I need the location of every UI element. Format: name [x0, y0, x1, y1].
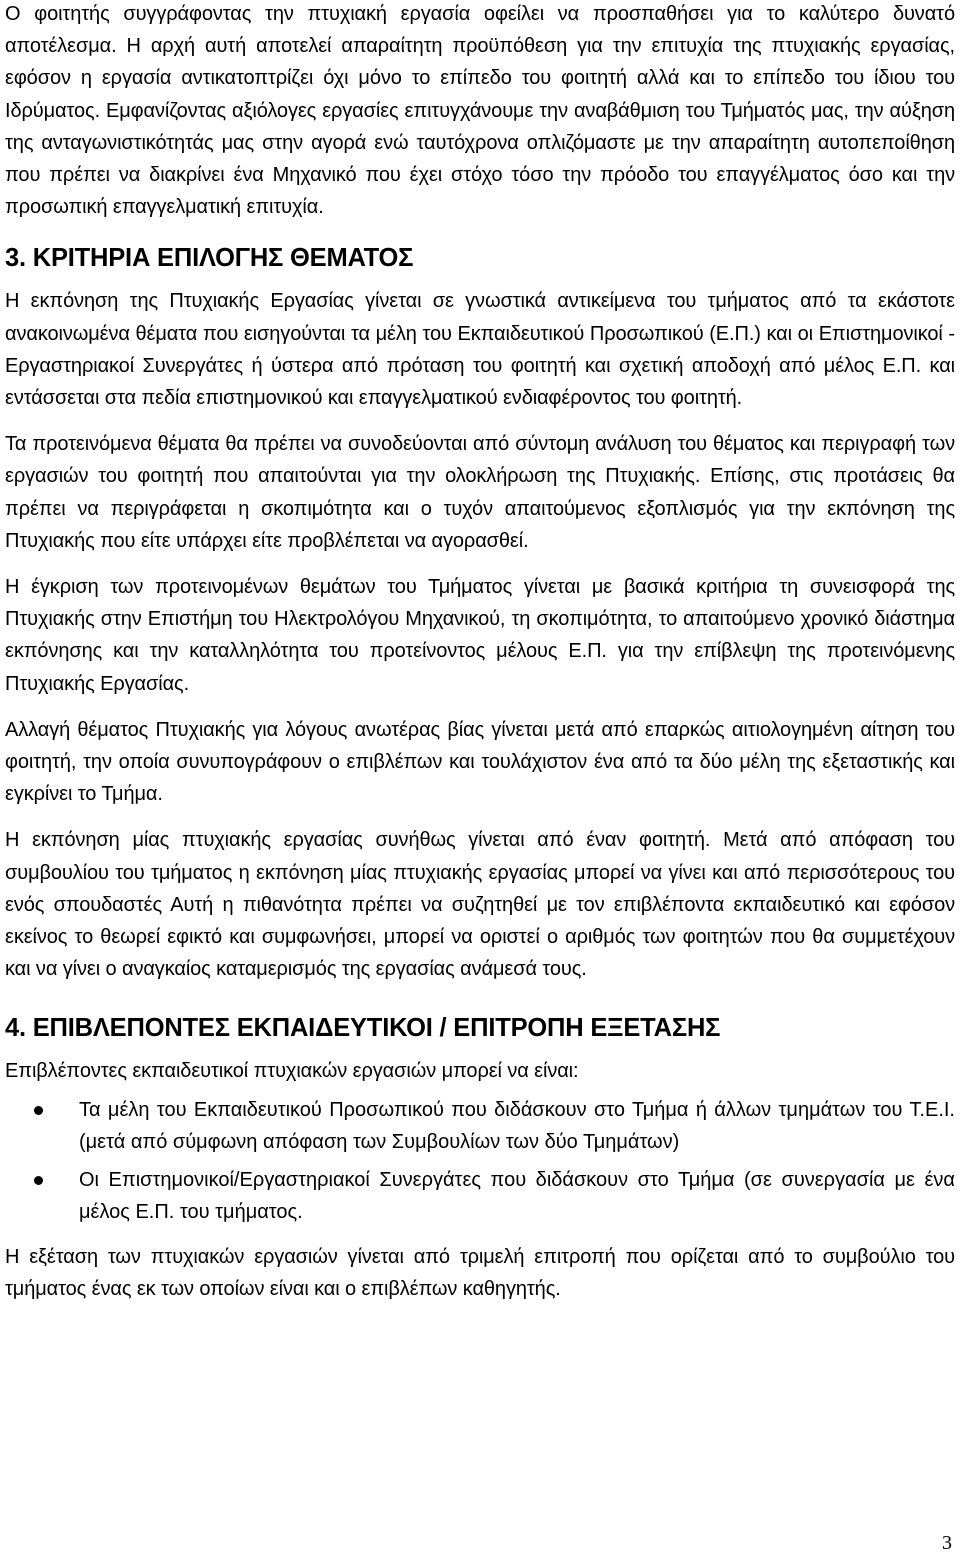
section-3-paragraph-2: Τα προτεινόμενα θέματα θα πρέπει να συνοδεύονται από σύντομη ανάλυση του θέματος και περιγραφή των εργασιών του φοιτητή που απαιτούνται για την ολοκλήρωση της Πτυχιακής. Επίσης, στις προτάσεις θα πρέπει να περιγράφεται η σκοπιμότητα και ο τυχόν απαιτούμενος εξοπλισμός για την εκπόνηση της Πτυχιακής που είτε υπάρχει είτε προβλέπεται να αγορασθεί. — [5, 433, 955, 552]
section-3-paragraph-3: Η έγκριση των προτεινομένων θεμάτων του Τμήματος γίνεται με βασικά κριτήρια τη συνεισφορά της Πτυχιακής στην Επιστήμη του Ηλεκτρολόγου Μηχανικού, τη σκοπιμότητα, το απαιτούμενο χρονικό διάστημα εκπόνησης και την καταλληλότητα του προτείνοντος μέλους Ε.Π. για την επίβλεψη της προτεινόμενης Πτυχιακής Εργασίας. — [5, 576, 955, 695]
list-item-text: Οι Επιστημονικοί/Εργαστηριακοί Συνεργάτες που διδάσκουν στο Τμήμα (σε συνεργασία με ένα μέλος Ε.Π. του τμήματος. — [79, 1169, 955, 1224]
list-item-text: Τα μέλη του Εκπαιδευτικού Προσωπικού που διδάσκουν στο Τμήμα ή άλλων τμημάτων του Τ.Ε.Ι. (μετά από σύμφωνη απόφαση των Συμβουλίων των δύο Τμημάτων) — [79, 1098, 955, 1153]
document-page — [5, 0, 955, 1305]
section-3-heading: 3. ΚΡΙΤΗΡΙΑ ΕΠΙΛΟΓΗΣ ΘΕΜΑΤΟΣ — [5, 244, 414, 273]
section-4-final-paragraph: Η εξέταση των πτυχιακών εργασιών γίνεται από τριμελή επιτροπή που ορίζεται από το συμβούλιο του τμήματος ένας εκ των οποίων είναι και ο επιβλέπων καθηγητής. — [5, 1245, 955, 1300]
list-item — [5, 1094, 955, 1158]
bullet-icon — [34, 1176, 43, 1185]
supervisor-list — [5, 1094, 955, 1229]
section-4-heading: 4. ΕΠΙΒΛΕΠΟΝΤΕΣ ΕΚΠΑΙΔΕΥΤΙΚΟΙ / ΕΠΙΤΡΟΠΗ ΕΞΕΤΑΣΗΣ — [5, 1014, 721, 1043]
section-3-paragraph-5: Η εκπόνηση μίας πτυχιακής εργασίας συνήθως γίνεται από έναν φοιτητή. Μετά από απόφαση του συμβουλίου του τμήματος η εκπόνηση μίας πτυχιακής εργασίας μπορεί να γίνει και από περισσότερους του ενός σπουδαστές Αυτή η πιθανότητα πρέπει να συζητηθεί με τον επιβλέποντα εκπαιδευτικό και εφόσον εκείνος το θεωρεί εφικτό και συμφωνήσει, μπορεί να οριστεί ο αριθμός των φοιτητών που θα συμμετέχουν και να γίνει ο αναγκαίος καταμερισμός της εργασίας ανάμεσά τους. — [5, 829, 955, 981]
section-3-paragraph-4: Αλλαγή θέματος Πτυχιακής για λόγους ανωτέρας βίας γίνεται μετά από επαρκώς αιτιολογημένη αίτηση του φοιτητή, την οποία συνυπογράφουν ο επιβλέπων και τουλάχιστον ένα από τα δύο μέλη της εξεταστικής και εγκρίνει το Τμήμα. — [5, 718, 955, 806]
intro-paragraph: Ο φοιτητής συγγράφοντας την πτυχιακή εργασία οφείλει να προσπαθήσει για το καλύτερο δυνατό αποτέλεσμα. Η αρχή αυτή αποτελεί απαραίτητη προϋπόθεση για την επιτυχία της πτυχιακής εργασίας, εφόσον η εργασία αντικατοπτρίζει όχι μόνο το επίπεδο του φοιτητή αλλά και το επίπεδο του ίδιου του Ιδρύματος. Εμφανίζοντας αξιόλογες εργασίες επιτυγχάνουμε την αναβάθμιση του Τμήματός μας, την αύξηση της ανταγωνιστικότητάς μας στην αγορά ενώ ταυτόχρονα οπλιζόμαστε με την απαραίτητη αυτοπεποίθηση που πρέπει να διακρίνει ένα Μηχανικό που έχει στόχο τόσο την πρόοδο του επαγγέλματος όσο και την προσωπική επαγγελματική επιτυχία. — [5, 3, 955, 219]
page-number: 3 — [942, 1532, 952, 1554]
bullet-icon — [34, 1106, 43, 1115]
list-item — [5, 1164, 955, 1228]
section-4-intro: Επιβλέποντες εκπαιδευτικοί πτυχιακών εργασιών μπορεί να είναι: — [5, 1060, 579, 1083]
section-3-paragraph-1: Η εκπόνηση της Πτυχιακής Εργασίας γίνεται σε γνωστικά αντικείμενα του τμήματος από τα εκάστοτε ανακοινωμένα θέματα που εισηγούνται τα μέλη του Εκπαιδευτικού Προσωπικού (Ε.Π.) και οι Επιστημονικοί - Εργαστηριακοί Συνεργάτες ή ύστερα από πρόταση του φοιτητή και σχετική αποδοχή από μέλος Ε.Π. και εντάσσεται στα πεδία επιστημονικού και επαγγελματικού ενδιαφέροντος του φοιτητή. — [5, 290, 955, 410]
